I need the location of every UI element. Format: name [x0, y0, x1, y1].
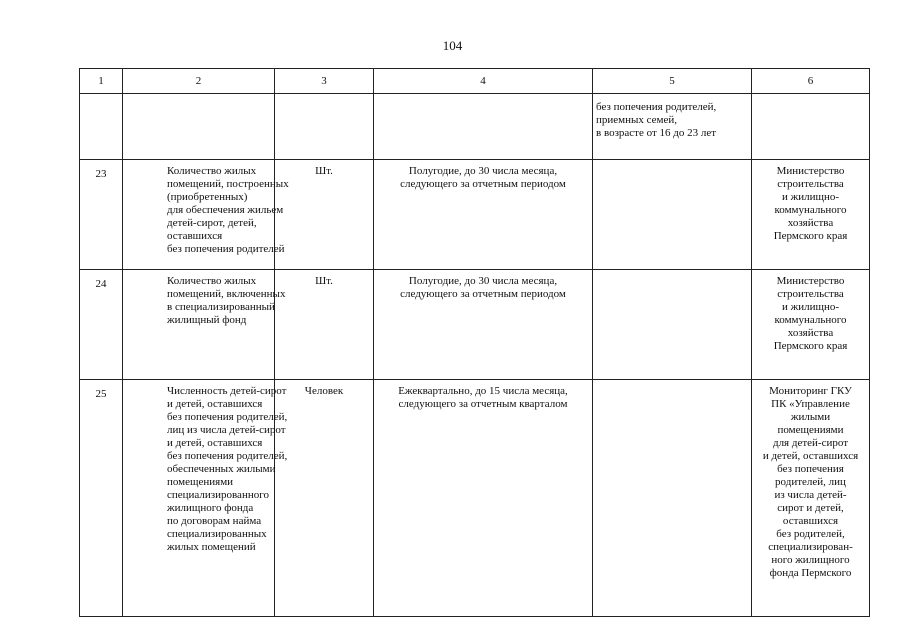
- data-source-line: и детей, оставшихся: [762, 450, 859, 462]
- data-source-line: Министерство: [776, 275, 845, 287]
- data-source-line: Мониторинг ГКУ: [769, 385, 852, 397]
- data-source: [752, 160, 870, 270]
- column-header-1: 1: [80, 69, 123, 94]
- column-header-4: 4: [374, 69, 593, 94]
- column-header-2: 2: [123, 69, 275, 94]
- data-source: [752, 94, 870, 160]
- additional-info-line: приемных семей,: [596, 114, 678, 126]
- reporting-period-line: следующего за отчетным периодом: [400, 178, 566, 190]
- data-source-line: родителей, лиц: [775, 476, 846, 488]
- indicator-name-line: без попечения родителей: [167, 243, 285, 255]
- additional-info-line: в возрасте от 16 до 23 лет: [596, 127, 717, 139]
- data-source: [752, 270, 870, 380]
- reporting-period-line: Полугодие, до 30 числа месяца,: [408, 165, 558, 177]
- data-source-line: из числа детей-: [774, 489, 847, 501]
- indicator-name-line: специализированных: [167, 528, 267, 540]
- indicator-name-line: обеспеченных жилыми: [167, 463, 276, 475]
- reporting-period: [374, 380, 593, 617]
- data-source-line: и жилищно-: [781, 301, 840, 313]
- reporting-period: [374, 94, 593, 160]
- unit-of-measure: [275, 94, 374, 160]
- indicator-name-line: без попечения родителей,: [167, 411, 288, 423]
- indicator-name: [123, 94, 275, 160]
- data-source-line: сирот и детей,: [777, 502, 844, 514]
- additional-info: [593, 160, 752, 270]
- data-source-line: строительства: [777, 288, 844, 300]
- reporting-period: [374, 270, 593, 380]
- reporting-period: [374, 160, 593, 270]
- indicator-name-line: жилых помещений: [167, 541, 256, 553]
- data-source-line: без родителей,: [776, 528, 845, 540]
- reporting-period-line: Полугодие, до 30 числа месяца,: [408, 275, 558, 287]
- row-number: 25: [80, 380, 123, 617]
- data-source-line: ного жилищного: [771, 554, 850, 566]
- row-number: [80, 94, 123, 160]
- row-number: 24: [80, 270, 123, 380]
- column-header-6: 6: [752, 69, 870, 94]
- data-source-line: жилыми: [790, 411, 831, 423]
- data-source-line: без попечения: [777, 463, 844, 475]
- indicator-name-line: лиц из числа детей-сирот: [167, 424, 286, 436]
- data-source: [752, 380, 870, 617]
- indicator-name-line: специализированного: [167, 489, 269, 501]
- data-source-line: Министерство: [776, 165, 845, 177]
- indicator-name-line: помещений, включенных: [167, 288, 286, 300]
- column-header-5: 5: [593, 69, 752, 94]
- additional-info: [593, 380, 752, 617]
- reporting-period-line: следующего за отчетным периодом: [400, 288, 566, 300]
- indicator-name-line: по договорам найма: [167, 515, 262, 527]
- indicator-name-line: жилищный фонд: [167, 314, 247, 326]
- indicator-name: [123, 270, 286, 380]
- indicator-name-line: (приобретенных): [167, 191, 248, 203]
- data-source-line: помещениями: [777, 424, 844, 436]
- additional-info: [593, 94, 752, 160]
- data-source-line: ПК «Управление: [771, 398, 850, 410]
- data-source-line: коммунального: [774, 314, 847, 326]
- data-source-line: Пермского края: [773, 230, 848, 242]
- indicator-name-line: оставшихся: [167, 230, 223, 242]
- row-number: 23: [80, 160, 123, 270]
- column-header-3: 3: [275, 69, 374, 94]
- reporting-period-line: следующего за отчетным кварталом: [398, 398, 568, 410]
- data-source-line: специализирован-: [768, 541, 853, 553]
- data-source-line: Пермского края: [773, 340, 848, 352]
- data-source-line: фонда Пермского: [769, 567, 852, 579]
- table-row: [80, 94, 870, 160]
- table-row: [80, 380, 870, 617]
- indicator-name-line: в специализированный: [167, 301, 275, 313]
- data-source-line: строительства: [777, 178, 844, 190]
- additional-info: [593, 270, 752, 380]
- unit-of-measure: Шт.: [275, 160, 374, 270]
- page-number: 104: [442, 38, 463, 53]
- indicator-name-line: для обеспечения жильем: [167, 204, 284, 216]
- reporting-period-line: Ежеквартально, до 15 числа месяца,: [398, 385, 568, 397]
- indicator-name-line: Количество жилых: [167, 165, 257, 177]
- indicator-name-line: помещениями: [167, 476, 234, 488]
- indicators-table: [79, 68, 870, 617]
- indicator-name-line: детей-сирот, детей,: [167, 217, 257, 229]
- data-source-line: оставшихся: [782, 515, 839, 527]
- additional-info-line: без попечения родителей,: [596, 101, 717, 113]
- data-source-line: и жилищно-: [781, 191, 840, 203]
- table-header-row: [80, 69, 870, 94]
- indicator-name-line: и детей, оставшихся: [167, 398, 263, 410]
- indicator-name-line: без попечения родителей,: [167, 450, 288, 462]
- data-source-line: коммунального: [774, 204, 847, 216]
- indicator-name-line: и детей, оставшихся: [167, 437, 263, 449]
- indicator-name: [123, 160, 289, 270]
- indicator-name-line: Количество жилых: [167, 275, 257, 287]
- table-row: [80, 270, 870, 380]
- data-source-line: хозяйства: [787, 217, 834, 229]
- data-source-line: хозяйства: [787, 327, 834, 339]
- indicator-name-line: Численность детей-сирот: [167, 385, 287, 397]
- indicator-name-line: жилищного фонда: [167, 502, 254, 514]
- unit-of-measure: Шт.: [275, 270, 374, 380]
- data-source-line: для детей-сирот: [772, 437, 849, 449]
- indicator-name: [123, 380, 288, 617]
- indicator-name-line: помещений, построенных: [167, 178, 289, 190]
- unit-of-measure: Человек: [275, 380, 374, 617]
- table-row: [80, 160, 870, 270]
